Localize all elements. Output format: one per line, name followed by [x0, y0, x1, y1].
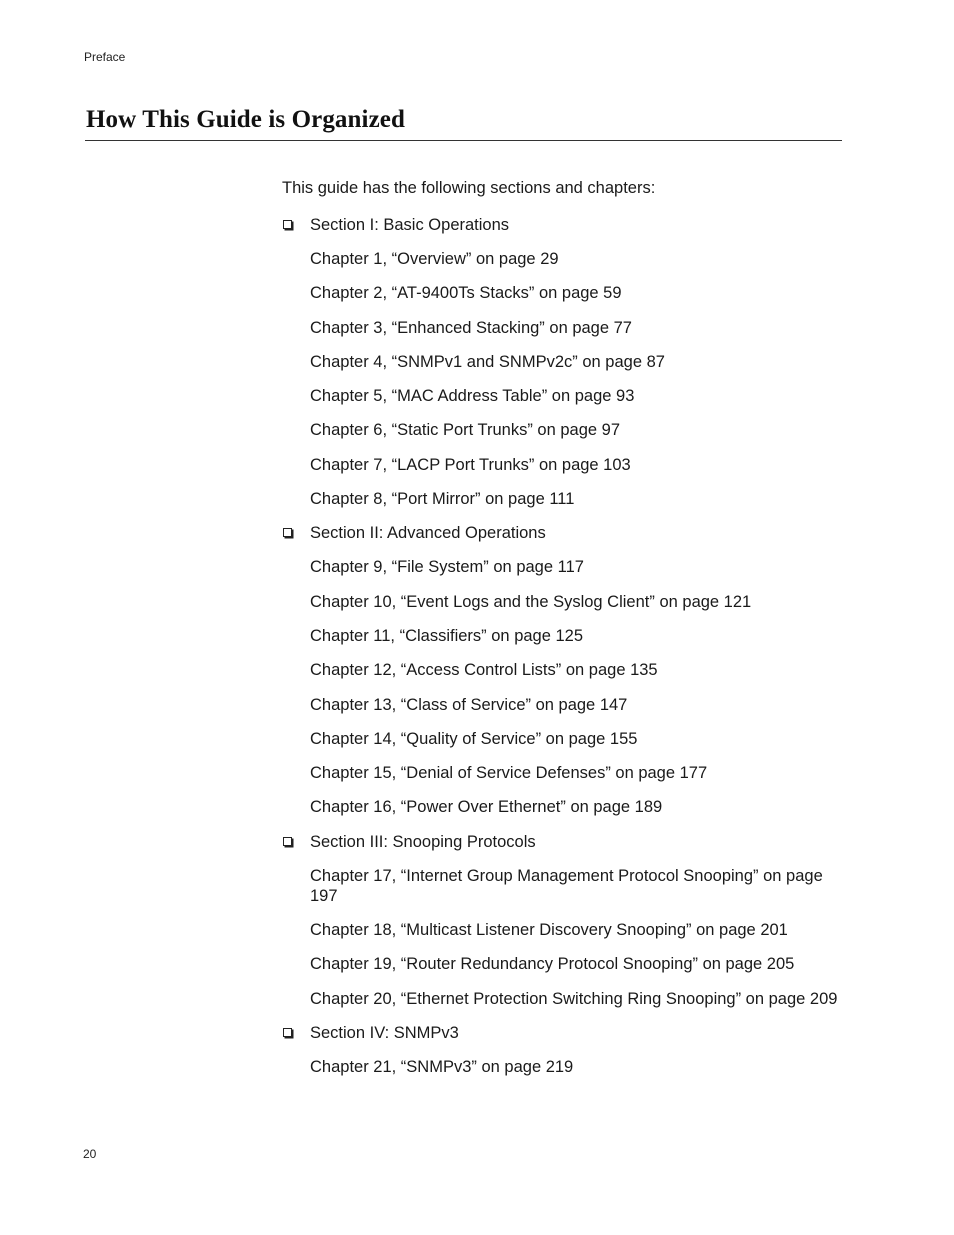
chapter-item: Chapter 8, “Port Mirror” on page 111: [310, 490, 575, 509]
chapter-item: Chapter 15, “Denial of Service Defenses” on page 177: [310, 764, 708, 783]
page-number: 20: [83, 1147, 97, 1161]
chapter-item: Chapter 11, “Classifiers” on page 125: [310, 626, 584, 645]
checkbox-bullet-icon: [283, 837, 292, 846]
section-label: Section II: Advanced Operations: [310, 524, 546, 543]
intro-text: This guide has the following sections and chapters:: [282, 179, 656, 197]
section-label: Section III: Snooping Protocols: [310, 832, 536, 851]
chapter-item: Chapter 9, “File System” on page 117: [310, 558, 584, 577]
chapter-item: Chapter 2, “AT-9400Ts Stacks” on page 59: [310, 284, 622, 303]
chapter-item: Chapter 7, “LACP Port Trunks” on page 103: [310, 455, 631, 474]
section-item: [282, 832, 847, 852]
page-title: How This Guide is Organized: [86, 106, 405, 133]
chapter-item: Chapter 16, “Power Over Ethernet” on page 189: [310, 798, 663, 817]
chapter-item: Chapter 13, “Class of Service” on page 147: [310, 695, 628, 714]
chapter-item: Chapter 17, “Internet Group Management Protocol Snooping” on page 197: [310, 866, 823, 905]
chapter-item: Chapter 6, “Static Port Trunks” on page 97: [310, 421, 620, 440]
chapter-item: Chapter 10, “Event Logs and the Syslog Client” on page 121: [310, 592, 752, 611]
title-rule: [85, 140, 842, 141]
section-label: Section IV: SNMPv3: [310, 1023, 459, 1042]
running-header: Preface: [84, 50, 126, 64]
chapter-item: Chapter 12, “Access Control Lists” on page 135: [310, 661, 658, 680]
chapter-item: Chapter 3, “Enhanced Stacking” on page 77: [310, 318, 632, 337]
chapter-item: Chapter 18, “Multicast Listener Discovery Snooping” on page 201: [310, 921, 788, 940]
checkbox-bullet-icon: [283, 1028, 292, 1037]
chapter-item: Chapter 1, “Overview” on page 29: [310, 250, 559, 268]
chapter-item: Chapter 20, “Ethernet Protection Switching Ring Snooping” on page 209: [310, 989, 838, 1008]
content-body: [282, 178, 847, 1091]
chapter-item: Chapter 21, “SNMPv3” on page 219: [310, 1057, 574, 1076]
chapter-item: Chapter 5, “MAC Address Table” on page 93: [310, 387, 635, 406]
section-item: [282, 215, 847, 235]
section-item: [282, 1023, 847, 1043]
chapter-item: Chapter 14, “Quality of Service” on page 155: [310, 729, 638, 748]
checkbox-bullet-icon: [283, 220, 292, 229]
chapter-item: Chapter 19, “Router Redundancy Protocol Snooping” on page 205: [310, 955, 795, 974]
checkbox-bullet-icon: [283, 528, 292, 537]
section-item: [282, 523, 847, 543]
chapter-item: Chapter 4, “SNMPv1 and SNMPv2c” on page 87: [310, 352, 665, 371]
section-label: Section I: Basic Operations: [310, 216, 510, 234]
